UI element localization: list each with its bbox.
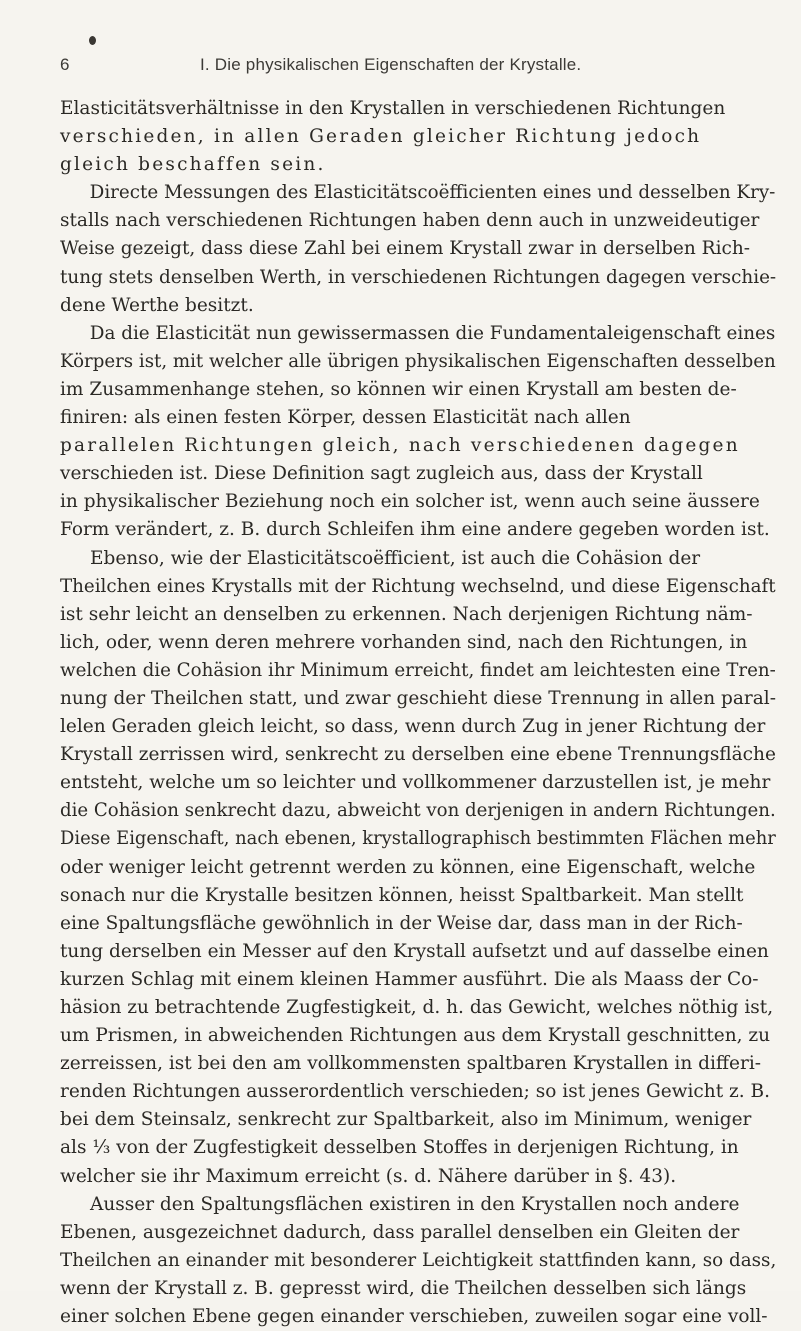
text-line: kurzen Schlag mit einem kleinen Hammer ausführt. Die als Maass der Co-: [60, 968, 759, 990]
text-line: Da die Elasticität nun gewissermassen die Fundamentaleigenschaft eines: [89, 322, 776, 344]
text-line: Ausser den Spaltungsflächen existiren in den Krystallen noch andere: [90, 1193, 740, 1215]
text-line: gleich beschaffen sein.: [60, 154, 326, 176]
running-head: I. Die physikalischen Eigenschaften der Krystalle.: [200, 55, 582, 74]
text-line: häsion zu betrachtende Zugfestigkeit, d. h. das Gewicht, welches nöthig ist,: [60, 997, 774, 1018]
text-line: in physikalischer Beziehung noch ein solcher ist, wenn auch seine äussere: [60, 491, 760, 513]
text-line: zerreissen, ist bei den am vollkommensten spaltbaren Krystallen in differi-: [60, 1053, 762, 1075]
body-text: [60, 95, 776, 1331]
text-line: um Prismen, in abweichenden Richtungen aus dem Krystall geschnitten, zu: [60, 1025, 771, 1047]
text-line: tung derselben ein Messer auf den Krystall aufsetzt und auf dasselbe einen: [60, 940, 769, 962]
text-line: oder weniger leicht getrennt werden zu können, eine Eigenschaft, welche: [60, 856, 756, 878]
text-line: ist sehr leicht an denselben zu erkennen. Nach derjenigen Richtung näm-: [60, 603, 753, 625]
text-line: Directe Messungen des Elasticitätscoëfficienten eines und desselben Kry-: [89, 182, 776, 204]
text-line: Weise gezeigt, dass diese Zahl bei einem Krystall zwar in derselben Rich-: [60, 238, 751, 260]
text-line: Elasticitätsverhältnisse in den Krystallen in verschiedenen Richtungen: [60, 98, 726, 119]
text-line: Theilchen eines Krystalls mit der Richtung wechselnd, und diese Eigenschaft: [60, 575, 776, 597]
text-line: Krystall zerrissen wird, senkrecht zu derselben eine ebene Trennungsfläche: [60, 744, 776, 766]
text-line: bei dem Steinsalz, senkrecht zur Spaltbarkeit, also im Minimum, weniger: [60, 1109, 752, 1131]
text-line: Diese Eigenschaft, nach ebenen, krystallographisch bestimmten Flächen mehr: [60, 828, 776, 850]
ink-dot: [89, 36, 96, 45]
text-line: die Cohäsion senkrecht dazu, abweicht von derjenigen in andern Richtungen.: [60, 800, 776, 822]
text-line: finiren: als einen festen Körper, dessen Elasticität nach allen: [60, 407, 631, 429]
text-line: Körpers ist, mit welcher alle übrigen physikalischen Eigenschaften desselben: [60, 350, 776, 372]
text-line: renden Richtungen ausserordentlich verschieden; so ist jenes Gewicht z. B.: [60, 1081, 771, 1103]
page-number: 6: [60, 55, 70, 74]
text-line: verschieden, in allen Geraden gleicher Richtung jedoch: [60, 126, 702, 148]
text-line: wenn der Krystall z. B. gepresst wird, die Theilchen desselben sich längs: [60, 1277, 747, 1299]
text-line: parallelen Richtungen gleich, nach verschiedenen dagegen: [60, 435, 740, 457]
text-line: einer solchen Ebene gegen einander verschieben, zuweilen sogar eine voll-: [60, 1306, 768, 1328]
text-line: tung stets denselben Werth, in verschiedenen Richtungen dagegen verschie-: [60, 266, 777, 288]
text-line: verschieden ist. Diese Definition sagt zugleich aus, dass der Krystall: [60, 463, 703, 485]
text-line: nung der Theilchen statt, und zwar geschieht diese Trennung in allen paral-: [60, 687, 776, 709]
page-header: [60, 55, 760, 81]
text-line: als ¹⁄₃ von der Zugfestigkeit desselben Stoffes in derjenigen Richtung, in: [60, 1137, 739, 1159]
text-line: Ebenso, wie der Elasticitätscoëfficient, ist auch die Cohäsion der: [90, 547, 701, 569]
text-line: entsteht, welche um so leichter und vollkommener darzustellen ist, je mehr: [60, 772, 771, 794]
text-line: Theilchen an einander mit besonderer Leichtigkeit stattfinden kann, so dass,: [60, 1249, 777, 1271]
text-line: welchen die Cohäsion ihr Minimum erreicht, findet am leichtesten eine Tren-: [60, 659, 776, 681]
text-line: Form verändert, z. B. durch Schleifen ihm eine andere gegeben worden ist.: [60, 519, 770, 541]
text-line: Ebenen, ausgezeichnet dadurch, dass parallel denselben ein Gleiten der: [60, 1221, 740, 1243]
text-line: sonach nur die Krystalle besitzen können, heisst Spaltbarkeit. Man stellt: [60, 884, 744, 906]
text-line: eine Spaltungsfläche gewöhnlich in der Weise dar, dass man in der Rich-: [60, 912, 743, 934]
text-line: dene Werthe besitzt.: [60, 294, 254, 316]
text-line: lich, oder, wenn deren mehrere vorhanden sind, nach den Richtungen, in: [60, 631, 748, 653]
text-line: welcher sie ihr Maximum erreicht (s. d. Nähere darüber in §. 43).: [60, 1165, 677, 1187]
text-line: im Zusammenhange stehen, so können wir einen Krystall am besten de-: [60, 378, 737, 400]
text-line: lelen Geraden gleich leicht, so dass, wenn durch Zug in jener Richtung der: [60, 716, 766, 738]
text-line: stalls nach verschiedenen Richtungen haben denn auch in unzweideutiger: [60, 210, 760, 232]
